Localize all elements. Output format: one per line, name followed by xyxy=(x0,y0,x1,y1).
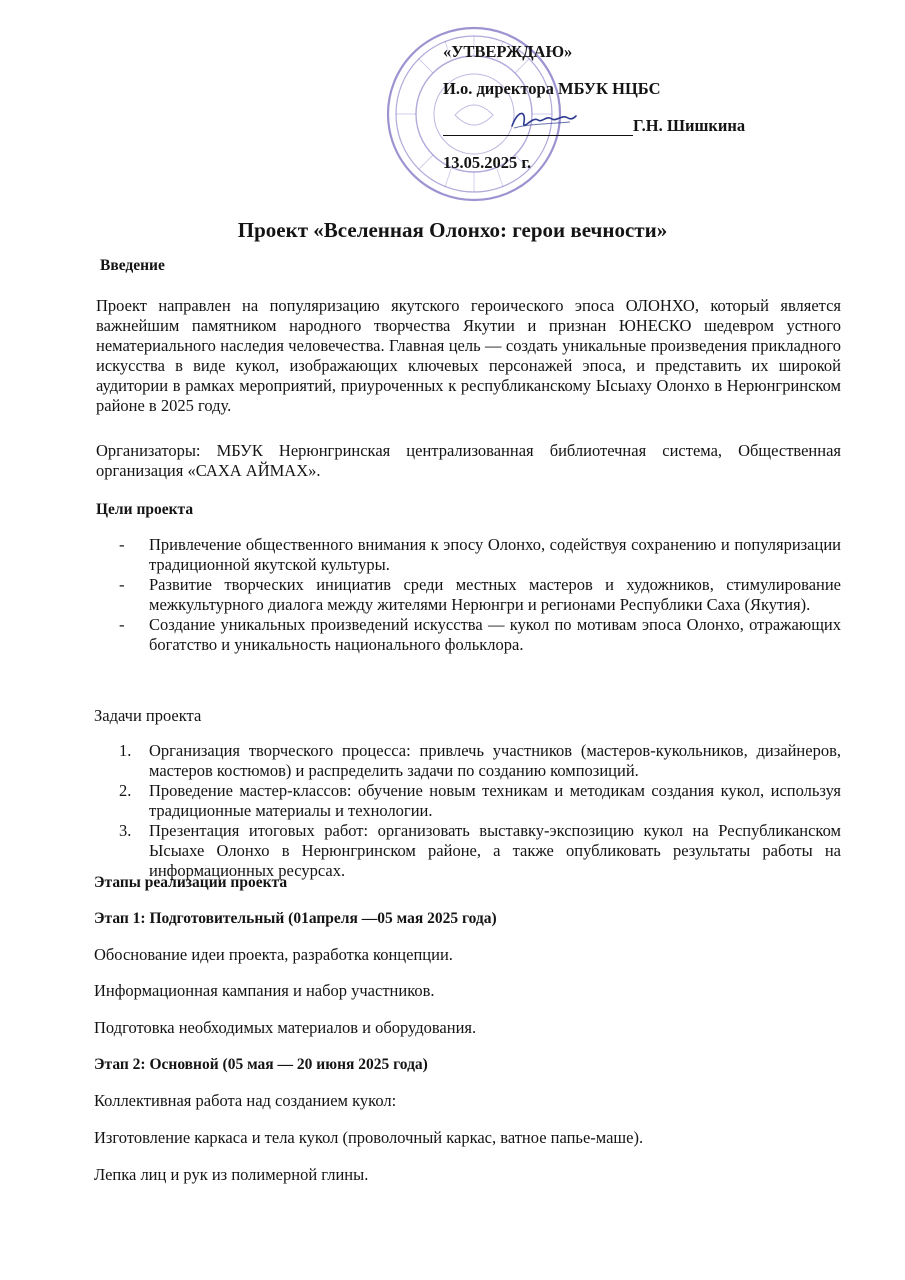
goal-item: - Создание уникальных произведений искусства — кукол по мотивам эпоса Олонхо, отражающих богатство и уникальность национального фольклора. xyxy=(119,615,841,654)
tasks-heading: Задачи проекта xyxy=(94,706,202,725)
tasks-list xyxy=(96,741,841,881)
approval-signature-row xyxy=(443,116,745,136)
intro-heading: Введение xyxy=(100,257,165,274)
approval-signer: Г.Н. Шишкина xyxy=(633,116,746,135)
stages-heading: Этапы реализации проекта xyxy=(94,874,288,891)
intro-paragraph: Проект направлен на популяризацию якутского героического эпоса ОЛОНХО, который является важнейшим памятником народного творчества Якутии и признан ЮНЕСКО шедевром устного нематериального наследия человечества. Главная цель — создать уникальные произведения прикладного искусства в виде кукол, изображающих ключевых персонажей эпоса, и представить их широкой аудитории в рамках мероприятий, приуроченных к республиканскому Ысыаху Олонхо в Нерюнгринском районе в 2025 году. xyxy=(96,296,841,415)
goal-item: - Привлечение общественного внимания к эпосу Олонхо, содействуя сохранению и популяризации традиционной якутской культуры. xyxy=(119,535,841,574)
stage1-line: Обоснование идеи проекта, разработка концепции. xyxy=(94,945,453,964)
stage2-line: Изготовление каркаса и тела кукол (проволочный каркас, ватное папье-маше). xyxy=(94,1128,644,1147)
stage1-title: Этап 1: Подготовительный (01апреля —05 мая 2025 года) xyxy=(94,910,497,927)
approval-block xyxy=(0,0,905,240)
goals-list xyxy=(96,535,841,655)
task-item: 2. Проведение мастер-классов: обучение новым техникам и методикам создания кукол, используя традиционные материалы и технологии. xyxy=(119,781,841,820)
goals-heading: Цели проекта xyxy=(96,501,194,518)
approval-date: 13.05.2025 г. xyxy=(443,153,532,172)
goal-item: - Развитие творческих инициатив среди местных мастеров и художников, стимулирование межкультурного диалога между жителями Нерюнгри и регионами Республики Саха (Якутия). xyxy=(119,575,841,614)
stage2-line: Коллективная работа над созданием кукол: xyxy=(94,1091,397,1110)
task-item: 3. Презентация итоговых работ: организовать выставку-экспозицию кукол на Республиканском Ысыахе Олонхо в Нерюнгринском районе, а также опубликовать результаты работы на информационных ресурсах. xyxy=(119,821,841,880)
handwritten-signature xyxy=(508,106,578,134)
organizers-paragraph: Организаторы: МБУК Нерюнгринская централизованная библиотечная система, Общественная организация «САХА АЙМАХ». xyxy=(96,441,841,480)
approval-role: И.о. директора МБУК НЦБС xyxy=(443,79,661,98)
stage2-line: Лепка лиц и рук из полимерной глины. xyxy=(94,1165,369,1184)
document-title: Проект «Вселенная Олонхо: герои вечности» xyxy=(237,218,668,242)
stage1-line: Подготовка необходимых материалов и оборудования. xyxy=(94,1018,477,1037)
stage1-line: Информационная кампания и набор участников. xyxy=(94,981,435,1000)
task-item: 1. Организация творческого процесса: привлечь участников (мастеров-кукольников, дизайнеров, мастеров костюмов) и распределить задачи по созданию композиций. xyxy=(119,741,841,780)
stage2-title: Этап 2: Основной (05 мая — 20 июня 2025 года) xyxy=(94,1056,428,1073)
approval-title: «УТВЕРЖДАЮ» xyxy=(443,42,573,61)
